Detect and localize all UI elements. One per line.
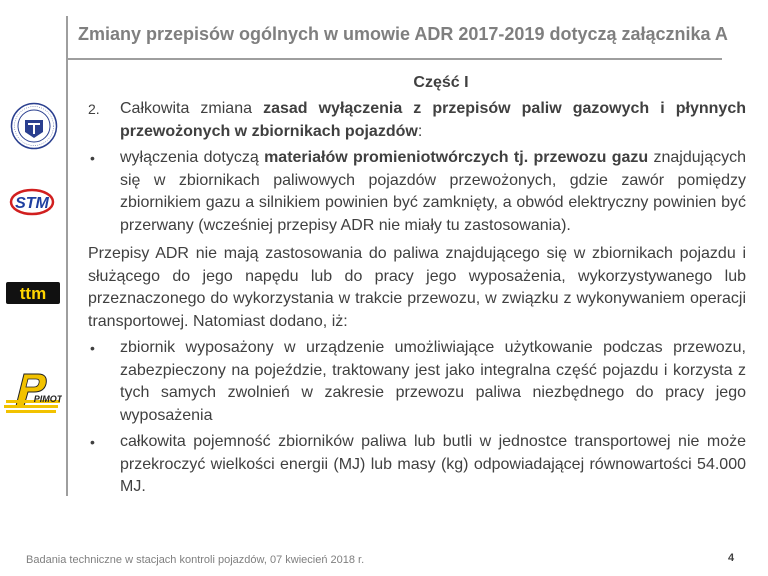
bullet-text: zbiornik wyposażony w urządzenie umożliwiające użytkowanie podczas przewozu, zabezpieczony na pojeździe, traktowany jest jako integralna część pojazdu i korzysta z tych samych zwolnień w zakresie przewozu paliwa niezbędnego do pracy jego wyposażenia [120,339,746,424]
pimot-logo-text: PIMOT [33,394,62,404]
slide-content [88,72,746,499]
bullet-item-2 [88,337,746,427]
numbered-item-2 [88,98,746,143]
bullet-text: całkowita pojemność zbiorników paliwa lub butli w jednostce transportowej nie może przekroczyć wielkości energii (MJ) lub masy (kg) odpowiadającej równowartości 54.000 MJ. [120,433,746,495]
bullet-text-end: znajdujących się w zbiornikach paliwowych pojazdów przewożonych, gdzie zawór pomiędzy zbiornikiem gazu a silnikiem powinien być zamknięty, a obwód elektryczny powinien być przerwany (wcześniej przepisy ADR nie miały tu zastosowania). [120,149,746,234]
item-number: 2. [88,101,100,117]
pimot-logo [4,370,62,418]
bullet-marker: • [90,150,95,166]
bullet-item-3 [88,431,746,499]
vertical-rule [66,16,68,496]
item-text-bold: zasad wyłączenia z przepisów paliw gazowych i płynnych przewożonych w zbiornikach pojazdów [120,100,746,140]
title-underline [66,58,722,60]
bullet-marker: • [90,434,95,450]
body-paragraph: Przepisy ADR nie mają zastosowania do paliwa znajdującego się w zbiornikach pojazdu i służącego do jego napędu lub do pracy jego wyposażenia, wykorzystywanego lub przeznaczonego do wykorzystania w trakcie przewozu, w związku z wykonywaniem operacji transportowej. Natomiast dodano, iż: [88,245,746,330]
page-number: 4 [728,552,735,564]
section-heading: Część I [413,74,469,91]
footer-text: Badania techniczne w stacjach kontroli pojazdów, 07 kwiecień 2018 r. [26,554,365,566]
stm-logo [8,186,56,218]
item-text-end: : [417,122,423,140]
ttm-logo-text: ttm [19,284,47,303]
page-title: Zmiany przepisów ogólnych w umowie ADR 2017-2019 dotyczą załącznika A [78,24,728,44]
stm-logo-text: STM [15,195,49,212]
item-text-start: Całkowita zmiana [120,100,264,117]
bullet-marker: • [90,340,95,356]
bullet-text-start: wyłączenia dotyczą [120,149,265,166]
bullet-text-bold: materiałów promieniotwórczych tj. przewozu gazu [264,149,649,166]
ttm-logo [6,282,60,304]
bullet-item-1 [88,147,746,237]
university-seal-logo [10,102,58,150]
